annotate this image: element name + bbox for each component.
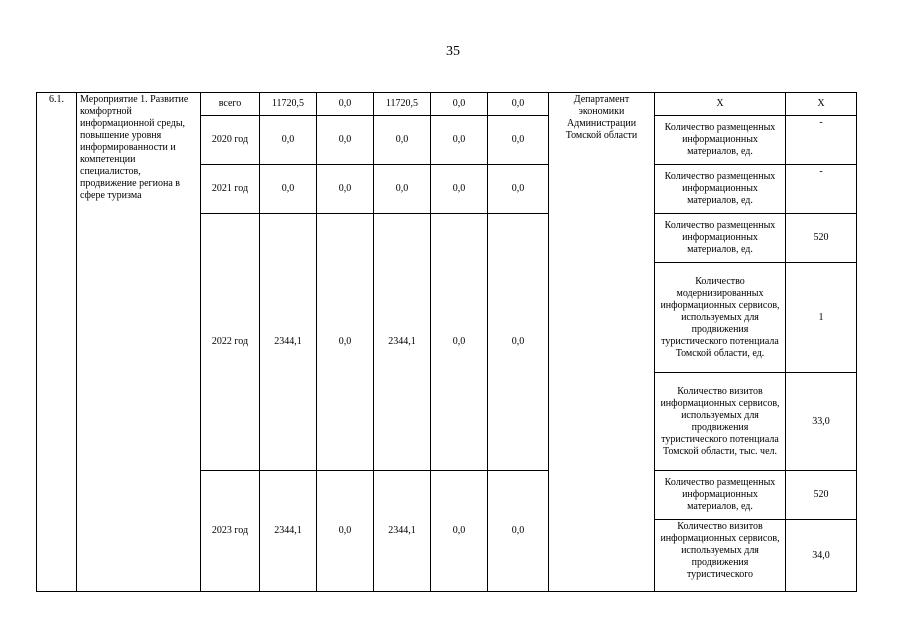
- indicator-value: -: [786, 116, 857, 165]
- indicator-value: 34,0: [786, 520, 857, 592]
- value-cell: 11720,5: [374, 93, 431, 116]
- department-name: Департамент экономики Администрации Томской области: [549, 93, 655, 592]
- value-cell: 0,0: [488, 165, 549, 214]
- value-cell: 2344,1: [260, 471, 317, 592]
- value-cell: 0,0: [488, 214, 549, 471]
- value-cell: 2344,1: [374, 214, 431, 471]
- indicator-value: -: [786, 165, 857, 214]
- value-cell: 0,0: [431, 116, 488, 165]
- row-number: 6.1.: [37, 93, 77, 592]
- value-cell: 0,0: [488, 471, 549, 592]
- period-label: всего: [201, 93, 260, 116]
- measure-name: Мероприятие 1. Развитие комфортной информационной среды, повышение уровня информированности и компетенции специалистов, продвижение региона в сфере туризма: [77, 93, 201, 592]
- value-cell: 0,0: [317, 165, 374, 214]
- indicator-name: Количество визитов информационных сервисов, используемых для продвижения туристического потенциала Томской области, тыс. чел.: [655, 373, 786, 471]
- table-row: [37, 93, 857, 116]
- indicator-name: Количество размещенных информационных материалов, ед.: [655, 116, 786, 165]
- budget-table: [36, 92, 857, 592]
- indicator-value: 520: [786, 471, 857, 520]
- indicator-name: Количество размещенных информационных материалов, ед.: [655, 165, 786, 214]
- value-cell: 11720,5: [260, 93, 317, 116]
- page-number: 35: [446, 44, 460, 59]
- indicator-name: Х: [655, 93, 786, 116]
- value-cell: 0,0: [374, 165, 431, 214]
- value-cell: 0,0: [317, 471, 374, 592]
- value-cell: 2344,1: [374, 471, 431, 592]
- indicator-name: Количество визитов информационных сервисов, используемых для продвижения туристического: [655, 520, 786, 592]
- period-label: 2020 год: [201, 116, 260, 165]
- value-cell: 0,0: [431, 214, 488, 471]
- value-cell: 0,0: [488, 93, 549, 116]
- indicator-value: 1: [786, 263, 857, 373]
- value-cell: 0,0: [431, 93, 488, 116]
- value-cell: 0,0: [431, 471, 488, 592]
- value-cell: 0,0: [431, 165, 488, 214]
- indicator-name: Количество размещенных информационных материалов, ед.: [655, 471, 786, 520]
- value-cell: 0,0: [317, 93, 374, 116]
- indicator-value: 520: [786, 214, 857, 263]
- value-cell: 0,0: [374, 116, 431, 165]
- indicator-name: Количество размещенных информационных материалов, ед.: [655, 214, 786, 263]
- period-label: 2022 год: [201, 214, 260, 471]
- indicator-value: 33,0: [786, 373, 857, 471]
- value-cell: 0,0: [317, 214, 374, 471]
- value-cell: 2344,1: [260, 214, 317, 471]
- value-cell: 0,0: [260, 116, 317, 165]
- indicator-name: Количество модернизированных информационных сервисов, используемых для продвижения туристического потенциала Томской области, ед.: [655, 263, 786, 373]
- indicator-value: Х: [786, 93, 857, 116]
- period-label: 2021 год: [201, 165, 260, 214]
- value-cell: 0,0: [317, 116, 374, 165]
- period-label: 2023 год: [201, 471, 260, 592]
- value-cell: 0,0: [488, 116, 549, 165]
- value-cell: 0,0: [260, 165, 317, 214]
